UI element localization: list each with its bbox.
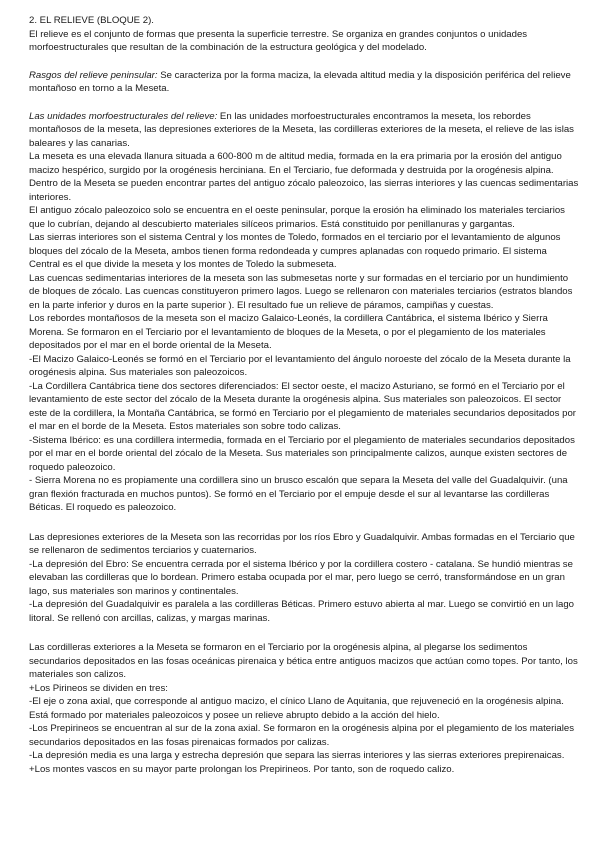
intro-paragraph: El relieve es el conjunto de formas que presenta la superficie terrestre. Se organiza en grandes conjuntos o unidades morfoestructurales que resultan de la combinación de la estructura geológica y del modelado. (29, 28, 528, 53)
depresion-media-paragraph: -La depresión media es una larga y estrecha depresión que separa las sierras interiores y las sierras exteriores prepirenaicas. (29, 750, 565, 761)
zocalo-paragraph: El antiguo zócalo paleozoico solo se encuentra en el oeste peninsular, porque la erosión ha eliminado los materiales terciarios que lo cubrían, dejando al descubierto materiales silíceos primarios. Está constituido por penillanuras y gargantas. (29, 205, 565, 230)
sierra-morena-paragraph: - Sierra Morena no es propiamente una cordillera sino un brusco escalón que separa la Meseta del valle del Guadalquivir. (una gran flexión fracturada en muchos puntos). Se formó en el Terciario por el empuje desde el sur al levantarse las cordilleras Béticas. El roquedo es paleozoico. (29, 475, 568, 513)
rasgos-paragraph (29, 69, 580, 96)
rebordes-paragraph: Los rebordes montañosos de la meseta son el macizo Galaico-Leonés, la cordillera Cantábrica, el sistema Ibérico y Sierra Morena. Se formaron en el Terciario por el levantamiento de bloques de la Meseta, o por el plegamiento de los materiales depositados por el mar en el borde oriental de la Meseta. (29, 313, 548, 351)
document-title: 2. EL RELIEVE (BLOQUE 2). (29, 15, 154, 26)
spacer (29, 96, 580, 110)
unidades-text: En las unidades morfoestructurales encontramos la meseta, los rebordes montañosos de la meseta, las depresiones exteriores de la Meseta, las cordilleras exteriores de la meseta, el relieve de las islas baleares y las canarias. (29, 110, 574, 149)
montes-vascos-paragraph: +Los montes vascos en su mayor parte prolongan los Prepirineos. Por tanto, son de roquedo calizo. (29, 763, 455, 775)
rasgos-heading: Rasgos del relieve peninsular: (29, 69, 158, 81)
pirineos-paragraph: +Los Pirineos se dividen en tres: (29, 682, 168, 694)
guadalquivir-paragraph: -La depresión del Guadalquivir es paralela a las cordilleras Béticas. Primero estuvo abierta al mar. Luego se convirtió en un lago litoral. Se rellenó con arcillas, calizas, y margas marinas. (29, 599, 575, 624)
cantabrica-paragraph: -La Cordillera Cantábrica tiene dos sectores diferenciados: El sector oeste, el macizo Asturiano, se formó en el Terciario por el levantamiento de este sector del zócalo de la Meseta durante la orogénesis alpina. Sus materiales son paleozoicos. El sector este de la cordillera, la Montaña Cantábrica, se formó en Terciario por el plegamiento de materiales secundarios depositados por el mar en el borde de la Meseta. Estos materiales son sobre todo calizas. (29, 380, 576, 432)
spacer (29, 515, 580, 531)
galaico-leones-paragraph: -El Macizo Galaico-Leonés se formó en el Terciario por el levantamiento del ángulo noroeste del zócalo de la Meseta durante la orogénesis alpina. Sus materiales son paleozoicos. (29, 353, 571, 378)
depresiones-paragraph: Las depresiones exteriores de la Meseta son las recorridas por los ríos Ebro y Guadalquivir. Ambas formadas en el Terciario que se rellenaron de sedimentos terciarios y cuaternarios. (29, 531, 575, 556)
cuencas-paragraph: Las cuencas sedimentarias interiores de la meseta son las submesetas norte y sur formadas en el terciario por un hundimiento de bloques de zócalo. Las cuencas constituyeron primero lagos. Luego se rellenaron con materiales terciarios (estratos blandos en la parte inferior y duros en la parte superior ). El resultado fue un relieve de páramos, campiñas y cuestas. (29, 272, 573, 311)
unidades-heading: Las unidades morfoestructurales del relieve: (29, 110, 218, 122)
spacer (29, 55, 580, 69)
zona-axial-paragraph: -El eje o zona axial, que corresponde al antiguo macizo, el cínico Llano de Aquitania, que rejuveneció en la orogénesis alpina. Está formado por materiales paleozoicos y posee un relieve abrupto debido a la acción del hielo. (29, 696, 564, 721)
cordilleras-paragraph: Las cordilleras exteriores a la Meseta se formaron en el Terciario por la orogénesis alpina, al plegarse los sedimentos secundarios depositados en las fosas oceánicas pirenaica y bética entre antiguos macizos que actúan como topes. Por tanto, los materiales son calizos. (29, 642, 578, 680)
ebro-paragraph: -La depresión del Ebro: Se encuentra cerrada por el sistema Ibérico y por la cordillera costero - catalana. Se hundió mientras se elevaban las cordilleras que lo bordean. Primero estaba ocupada por el mar, pero luego se cerró, transformándose en un gran lago, sus materiales son marinos y continentales. (29, 558, 573, 597)
spacer (29, 625, 580, 641)
meseta-paragraph: La meseta es una elevada llanura situada a 600-800 m de altitud media, formada en la era primaria por la erosión del antiguo macizo hespérico, surgido por la orogénesis herciniana. En el Terciario, fue deformada y destruida por la orogénesis alpina. Dentro de la Meseta se pueden encontrar partes del antiguo zócalo paleozoico, las sierras interiores y las cuencas sedimentarias interiores. (29, 151, 579, 203)
unidades-paragraph (29, 110, 580, 151)
rasgos-text: Se caracteriza por la forma maciza, la elevada altitud media y la disposición periférica del relieve montañoso en torno a la Meseta. (29, 69, 571, 94)
sierras-interiores-paragraph: Las sierras interiores son el sistema Central y los montes de Toledo, formados en el terciario por el levantamiento de algunos bloques del zócalo de la Meseta, ambos tienen forma redondeada y cumpres aplanadas con roquedo primario. El sistema Central es el que divide la meseta y los montes de Toledo la submeseta. (29, 232, 561, 270)
iberico-paragraph: -Sistema Ibérico: es una cordillera intermedia, formada en el Terciario por el plegamiento de materiales secundarios depositados por el mar en el borde oriental del zócalo de la Meseta. Sus materiales son principalmente calizos, aunque existen sectores de roquedo paleozoico. (29, 434, 575, 473)
prepirineos-paragraph: -Los Prepirineos se encuentran al sur de la zona axial. Se formaron en la orogénesis alpina por el plegamiento de los materiales secundarios depositados en las fosas pirenaicas formados por calizas. (29, 723, 575, 748)
